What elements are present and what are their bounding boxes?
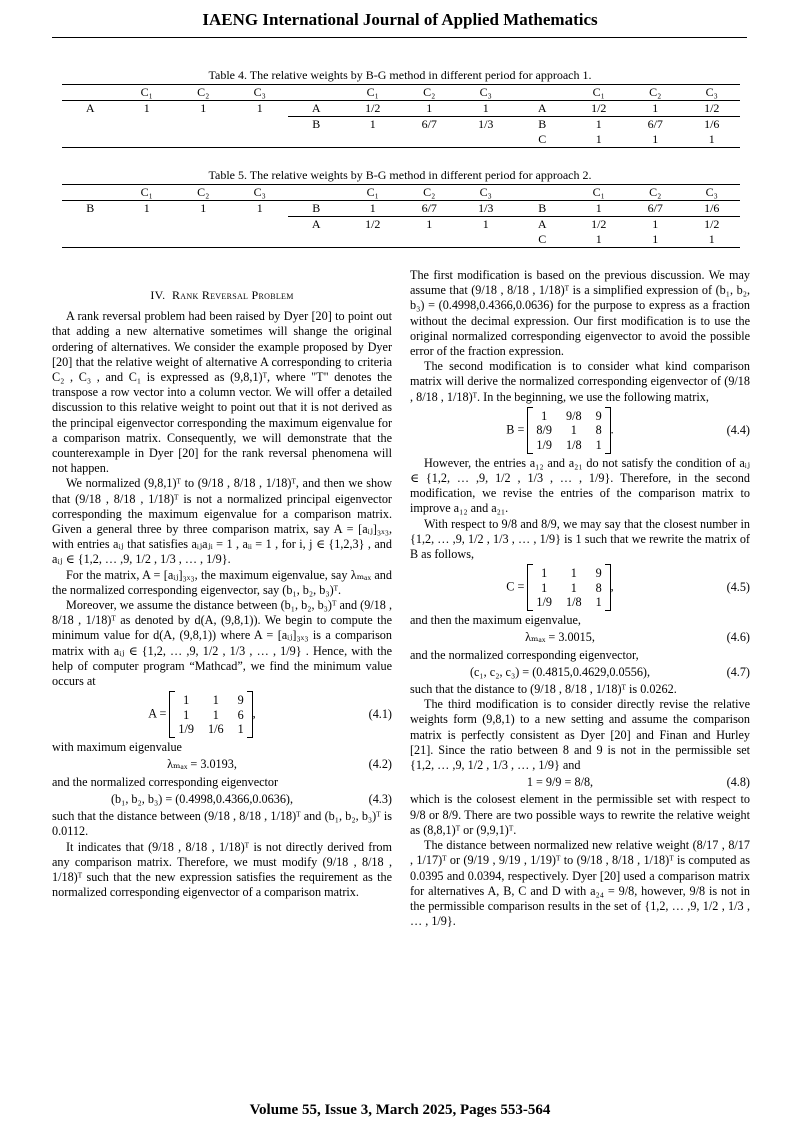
matrix-entry: 8	[595, 580, 602, 595]
table-cell: A	[288, 217, 345, 233]
eq44-number: (4.4)	[726, 422, 750, 437]
matrix-entry: 1/8	[565, 595, 582, 609]
table-cell: 6/7	[401, 201, 458, 217]
table-header-cell: C₁	[345, 85, 402, 101]
matrix-entry: 1	[570, 580, 577, 595]
table-cell: 1/6	[684, 201, 741, 217]
table-cell: 1	[345, 117, 402, 133]
table-cell	[119, 232, 176, 248]
matrix-a-grid	[175, 693, 246, 737]
right-bracket	[605, 407, 611, 454]
left-paragraph-1: A rank reversal problem had been raised by Dyer [20] to point out that adding a new alternative sometimes will shange the original ordering of alternatives. We consider the example proposed by Dyer [20] that the relative weight of alternative A corresponding to criteria C₂ , C₃ , and C₁ is expressed as (9,8,1)ᵀ, where "T" denotes the transpose a row vector into a column vector. We will offer a detailed discussion to this relative weight to point out that it is not derived as the principal eigenvector corresponding the maximum eigenvalue for a comparison matrix. Consequently, we will demonstrate that the counterexample in Dyer [20] for the rank reversal phenomena will not happen.	[52, 309, 392, 476]
table-cell: 1	[119, 201, 176, 217]
table-header-cell: C₂	[401, 185, 458, 201]
table-cell	[288, 232, 345, 248]
table-header-cell: C₂	[175, 185, 232, 201]
volume-footer: Volume 55, Issue 3, March 2025, Pages 553-564	[249, 1102, 551, 1118]
right-paragraph-9: which is the colosest element in the permissible set with respect to 9/8 or 8/9. There are two possible ways to rewrite the relative weight as (8,8,1)ᵀ or (9,9,1)ᵀ.	[410, 792, 750, 837]
table-cell	[401, 132, 458, 148]
equation-4-2	[52, 757, 392, 772]
table-header-cell	[62, 85, 119, 101]
table-cell	[119, 217, 176, 233]
table-cell: 1	[627, 101, 684, 117]
matrix-entry: 1	[183, 707, 190, 722]
matrix-entry: 9/8	[565, 408, 582, 423]
equation-4-3	[52, 792, 392, 807]
equation-4-4: B = 1 9/8 9 8/9 1 8 1/9 1/8 1 . (4.4)	[410, 407, 750, 454]
eq42-body: λₘₐₓ = 3.0193,	[167, 757, 237, 772]
table-header-cell: C₁	[119, 185, 176, 201]
eq46-number: (4.6)	[726, 630, 750, 645]
table5	[62, 184, 740, 248]
matrix-entry: 1	[541, 580, 548, 595]
table-cell: 1	[458, 217, 515, 233]
journal-header: IAENG International Journal of Applied Mathematics	[202, 10, 598, 29]
table-cell	[345, 232, 402, 248]
table5-caption: Table 5. The relative weights by B-G method in different period for approach 2.	[208, 168, 592, 182]
table-cell: 1	[627, 132, 684, 148]
matrix-entry: 8	[595, 423, 602, 438]
table-cell: 1/3	[458, 117, 515, 133]
table-cell: A	[514, 101, 571, 117]
section-number: IV.	[150, 288, 166, 302]
table-cell	[401, 232, 458, 248]
table-cell	[119, 117, 176, 133]
matrix-c	[527, 564, 610, 611]
matrix-entry: 1	[570, 566, 577, 580]
section-title: Rank Reversal Problem	[171, 288, 294, 302]
right-bracket	[605, 564, 611, 611]
table-cell: 1/3	[458, 201, 515, 217]
eq47-number: (4.7)	[726, 664, 750, 679]
right-paragraph-7: such that the distance to (9/18 , 8/18 , 1/18)ᵀ is 0.0262.	[410, 682, 677, 697]
left-paragraph-2: We normalized (9,8,1)ᵀ to (9/18 , 8/18 , 1/18)ᵀ, and then we show that (9/18 , 8/18 , 1/18)ᵀ is not a normalized principal eigenvector corresponding the maximum eigenvalue for a comparison matrix. Given a general three by three comparison matrix, say A = [aᵢⱼ]₃ₓ₃, with entries aᵢⱼ that satisfies aᵢⱼaⱼᵢ = 1 , aᵢᵢ = 1 , for i, j ∈ {1,2,3} , and aᵢⱼ ∈ {1,2, … ,9, 1/2 , 1/3 , … , 1/9}.	[52, 476, 392, 567]
table-cell	[62, 217, 119, 233]
table-cell	[232, 132, 289, 148]
eq44-lhs: B =	[506, 422, 525, 437]
table-cell: 1	[401, 101, 458, 117]
matrix-entry: 1	[595, 595, 602, 609]
table-cell: 6/7	[627, 201, 684, 217]
eq45-lhs: C =	[506, 579, 525, 594]
table-cell	[62, 117, 119, 133]
matrix-entry: 9	[595, 408, 602, 423]
right-paragraph-1: The first modification is based on the previous discussion. We may assume that (9/18 , 8/18 , 1/18)ᵀ is a simplified expression of (b₁, b₂, b₃) = (0.4998,0.4366,0.0636) for the purpose to express as a fraction without the decimal expression. Our first modification is to use the original normalized corresponding eigenvector to avoid the possible error of the fraction expression.	[410, 268, 750, 359]
left-paragraph-3: For the matrix, A = [aᵢⱼ]₃ₓ₃, the maximum eigenvalue, say λₘₐₓ and the normalized corresponding eigenvector, say (b₁, b₂, b₃)ᵀ.	[52, 567, 392, 597]
table-cell: 1	[175, 101, 232, 117]
table-cell: 1	[232, 101, 289, 117]
table-cell: 1/2	[345, 101, 402, 117]
table-row	[62, 117, 740, 133]
table-header-cell: C₁	[571, 85, 628, 101]
eq46-body: λₘₐₓ = 3.0015,	[525, 630, 595, 645]
matrix-entry: 1	[212, 707, 219, 722]
matrix-c-grid	[533, 566, 604, 610]
table-header-cell	[514, 185, 571, 201]
table-header-cell: C₂	[627, 185, 684, 201]
table-cell	[62, 132, 119, 148]
right-paragraph-6: and the normalized corresponding eigenvector,	[410, 647, 639, 662]
table-header-cell	[288, 85, 345, 101]
table-cell: 1	[458, 101, 515, 117]
table-header-cell: C₃	[458, 185, 515, 201]
table-cell: 1	[627, 217, 684, 233]
table-cell: 1	[571, 132, 628, 148]
table-cell: 1	[175, 201, 232, 217]
table-header-cell: C₃	[232, 85, 289, 101]
left-paragraph-8: It indicates that (9/18 , 8/18 , 1/18)ᵀ is not directly derived from any comparison matrix. Therefore, we must modify (9/18 , 8/18 , 1/18)ᵀ such that the new expression satisfies the requirement as the normalized corresponding eigenvector of a comparison matrix.	[52, 839, 392, 900]
table-cell	[119, 132, 176, 148]
eq47-body: (c₁, c₂, c₃) = (0.4815,0.4629,0.0556),	[469, 664, 651, 679]
table-cell	[175, 117, 232, 133]
table-cell: 1	[684, 232, 741, 248]
eq43-body: (b₁, b₂, b₃) = (0.4998,0.4366,0.0636),	[110, 791, 294, 806]
table-cell	[232, 117, 289, 133]
table-cell	[175, 217, 232, 233]
table-header-cell: C₁	[345, 185, 402, 201]
equation-4-6	[410, 630, 750, 645]
table-header-cell	[62, 185, 119, 201]
table-cell	[62, 232, 119, 248]
matrix-entry: 1/9	[178, 722, 194, 737]
right-paragraph-2: The second modification is to consider what kind comparison matrix will derive the normalized corresponding eigenvector of (9/18 , 8/18 , 1/18)ᵀ. In the beginning, we use the following matrix,	[410, 359, 750, 404]
matrix-entry: 1/8	[565, 437, 582, 452]
table-cell: A	[288, 101, 345, 117]
table-header-cell: C₂	[627, 85, 684, 101]
table-cell: 1	[571, 232, 628, 248]
matrix-entry: 1	[541, 408, 548, 423]
table-header-cell	[288, 185, 345, 201]
table-row	[62, 217, 740, 233]
table-cell: 6/7	[401, 117, 458, 133]
table-cell: 1	[119, 101, 176, 117]
table-cell: B	[62, 201, 119, 217]
table-cell: 1	[684, 132, 741, 148]
table-cell: 6/7	[627, 117, 684, 133]
matrix-entry: 1	[212, 693, 219, 708]
table-header-cell: C₁	[571, 185, 628, 201]
table-cell	[458, 232, 515, 248]
matrix-a	[169, 691, 252, 738]
table-cell: 1/2	[684, 217, 741, 233]
table-header-cell: C₂	[175, 85, 232, 101]
table-cell	[458, 132, 515, 148]
matrix-entry: 1	[541, 566, 548, 580]
left-column	[52, 286, 392, 900]
table-header-cell	[514, 85, 571, 101]
right-paragraph-5: and then the maximum eigenvalue,	[410, 613, 581, 628]
table-header-cell: C₃	[684, 185, 741, 201]
table-row	[62, 101, 740, 117]
left-paragraph-5: with maximum eigenvalue	[52, 740, 182, 755]
table-header-cell: C₃	[684, 85, 741, 101]
table-cell: B	[288, 201, 345, 217]
matrix-entry: 1/9	[536, 437, 552, 452]
eq42-number: (4.2)	[368, 757, 392, 772]
section-heading	[52, 288, 392, 303]
table-cell: C	[514, 232, 571, 248]
table-header-cell: C₃	[458, 85, 515, 101]
header-rule	[52, 37, 747, 38]
table-header-cell: C₃	[232, 185, 289, 201]
table-cell: 1/2	[345, 217, 402, 233]
eq41-lhs: A =	[148, 706, 167, 721]
table4-caption: Table 4. The relative weights by B-G method in different period for approach 1.	[208, 68, 592, 82]
equation-4-5: C = 1 1 9 1 1 8 1/9 1/8 1 , (4.5)	[410, 564, 750, 611]
table-cell: B	[288, 117, 345, 133]
matrix-entry: 1	[237, 722, 244, 737]
right-paragraph-10: The distance between normalized new relative weight (8/17 , 8/17 , 1/17)ᵀ or (9/19 , 9/19 , 1/19)ᵀ to (9/18 , 8/18 , 1/18)ᵀ is computed as 0.0395 and 0.0394, respectively. Dyer [20] used a comparison matrix for alternatives A, B, C and D with a₂₄ = 9/8, however, 9/8 is not in the permissible comparison results in the set of {1,2, … ,9, 1/2 , 1/3 , … , 1/9}.	[410, 838, 750, 929]
matrix-entry: 1/6	[207, 722, 224, 737]
right-paragraph-8: The third modification is to consider directly revise the relative weights form (9,8,1) to a new setting and assume the comparison matrix is perfectly consistent as Dyer [20] and Finan and Hurley [21]. Since the ratio between 8 and 9 is not in the permissible set {1,2, … ,9, 1/2 , 1/3 , … , 1/9} and	[410, 697, 750, 773]
table-row	[62, 232, 740, 248]
table-cell	[232, 232, 289, 248]
matrix-entry: 1/9	[536, 595, 552, 609]
matrix-b-grid	[533, 409, 604, 453]
table-row	[62, 201, 740, 217]
table-cell	[175, 132, 232, 148]
matrix-entry: 9	[595, 566, 602, 580]
table-cell: B	[514, 201, 571, 217]
matrix-entry: 8/9	[536, 423, 552, 438]
table-header-cell: C₂	[401, 85, 458, 101]
table-cell: 1/6	[684, 117, 741, 133]
table-cell: A	[514, 217, 571, 233]
equation-4-1: A = 1 1 9 1 1 6 1/9 1/6 1 , (4.1)	[52, 691, 392, 738]
eq43-number: (4.3)	[368, 791, 392, 806]
equation-4-7	[410, 665, 750, 680]
matrix-entry: 9	[237, 693, 244, 708]
table-cell: 1	[627, 232, 684, 248]
table-cell: A	[62, 101, 119, 117]
eq48-body: 1 = 9/9 = 8/8,	[526, 775, 594, 790]
table-cell: 1	[571, 117, 628, 133]
table-cell	[345, 132, 402, 148]
eq41-number: (4.1)	[368, 707, 392, 722]
table-cell: 1/2	[571, 101, 628, 117]
table-cell	[232, 217, 289, 233]
table-cell	[288, 132, 345, 148]
eq48-number: (4.8)	[726, 775, 750, 790]
table4	[62, 84, 740, 148]
table-cell: 1	[345, 201, 402, 217]
matrix-b	[527, 407, 610, 454]
table-cell: 1	[232, 201, 289, 217]
right-paragraph-3: However, the entries a₁₂ and a₂₁ do not satisfy the condition of aᵢⱼ ∈ {1,2, … ,9, 1/2 , 1/3 , … , 1/9}. Therefore, in the second modification, we revise the entries of the comparison matrix to improve a₁₂ and a₂₁.	[410, 455, 750, 516]
left-paragraph-7: such that the distance between (9/18 , 8/18 , 1/18)ᵀ and (b₁, b₂, b₃)ᵀ is 0.0112.	[52, 809, 392, 839]
matrix-entry: 6	[237, 707, 244, 722]
right-column	[410, 268, 750, 929]
left-paragraph-4: Moreover, we assume the distance between (b₁, b₂, b₃)ᵀ and (9/18 , 8/18 , 1/18)ᵀ as denoted by d(A, (9,8,1)). We begin to compute the minimum value for d(A, (9,8,1)) where A = [aᵢⱼ]₃ₓ₃ is a comparison matrix with aᵢⱼ ∈ {1,2, … ,9, 1/2 , 1/3 , … , 1/9} . Hence, with the help of computer program “Mathcad”, we find the minimum value occurs at	[52, 598, 392, 689]
left-paragraph-6: and the normalized corresponding eigenvector	[52, 774, 279, 789]
table-row	[62, 132, 740, 148]
table-cell: 1/2	[684, 101, 741, 117]
table-header-cell: C₁	[119, 85, 176, 101]
table-cell: C	[514, 132, 571, 148]
matrix-entry: 1	[570, 423, 577, 438]
table-cell: 1/2	[571, 217, 628, 233]
eq45-number: (4.5)	[726, 580, 750, 595]
table-cell: 1	[401, 217, 458, 233]
matrix-entry: 1	[595, 437, 602, 452]
equation-4-8	[410, 775, 750, 790]
table-cell: 1	[571, 201, 628, 217]
matrix-entry: 1	[183, 693, 190, 708]
table-cell	[175, 232, 232, 248]
right-paragraph-4: With respect to 9/8 and 8/9, we may say that the closest number in {1,2, … ,9, 1/2 , 1/3 , … , 1/9} is 1 such that we rewrite the matrix of B as follows,	[410, 516, 750, 562]
right-bracket	[247, 691, 253, 738]
table-cell: B	[514, 117, 571, 133]
